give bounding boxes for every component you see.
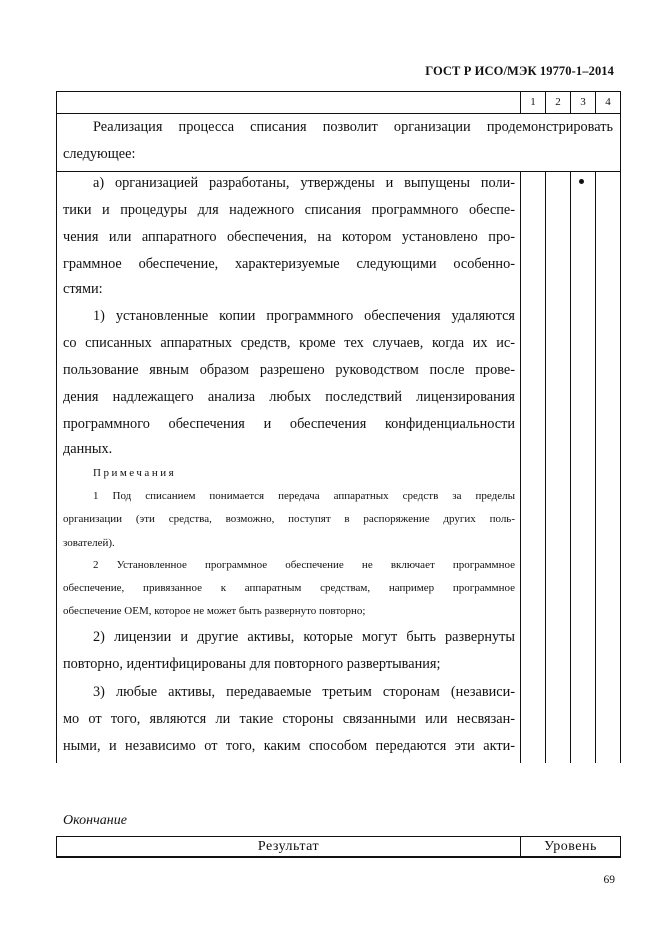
notes-heading: Примечания	[93, 467, 177, 479]
note-1-line: 1 Под списанием понимается передача аппаратных средств за пределы	[93, 490, 515, 502]
intro-line: Реализация процесса списания позволит организации продемонстрировать	[93, 119, 613, 135]
intro-line: следующее:	[63, 146, 136, 162]
note-2-line: обеспечение OEM, которое не может быть развернуто повторно;	[63, 605, 366, 617]
note-2-line: обеспечение, привязанное к аппаратным средствам, например программное	[63, 582, 515, 594]
table2-bottom-border	[56, 856, 621, 858]
page-number: 69	[603, 874, 615, 886]
table-col-divider-2	[545, 171, 546, 763]
note-1-line: организации (эти средства, возможно, поступят в распоряжение других поль-	[63, 513, 515, 525]
item-1-line: данных.	[63, 441, 113, 457]
item-3-line: 3) любые активы, передаваемые третьим сторонам (независи-	[93, 684, 515, 700]
table-right-border	[620, 91, 621, 763]
item-a-line: тики и процедуры для надежного списания программного обеспе-	[63, 202, 515, 218]
item-a-line: граммное обеспечение, характеризуемые следующими особенно-	[63, 256, 515, 272]
item-a-line: чения или аппаратного обеспечения, на котором установлено про-	[63, 229, 515, 245]
table2-top-border	[56, 836, 621, 837]
note-1-line: зователей).	[63, 537, 115, 549]
level-3-marker-dot	[579, 179, 584, 184]
table-col-divider-1	[520, 171, 521, 763]
column-number-2: 2	[555, 96, 561, 108]
table2-right-border	[620, 836, 621, 857]
table-col-divider-3	[570, 171, 571, 763]
item-1-line: со списанных аппаратных средств, кроме тех случаев, когда их ис-	[63, 335, 515, 351]
item-a-line: стями:	[63, 281, 103, 297]
item-1-line: 1) установленные копии программного обеспечения удаляются	[93, 308, 515, 324]
table-left-border	[56, 91, 57, 763]
item-2-line: 2) лицензии и другие активы, которые могут быть развернуты	[93, 629, 515, 645]
item-a-line: а) организацией разработаны, утверждены и выпущены поли-	[93, 175, 515, 191]
result-column-header: Результат	[257, 839, 320, 854]
note-2-line: 2 Установленное программное обеспечение не включает программное	[93, 559, 515, 571]
column-number-1: 1	[530, 96, 536, 108]
item-1-line: программного обеспечения и обеспечения конфиденциальности	[63, 416, 515, 432]
item-3-line: мо от того, являются ли такие стороны связанными или несвязан-	[63, 711, 515, 727]
document-header: ГОСТ Р ИСО/МЭК 19770-1–2014	[425, 64, 614, 78]
column-number-3: 3	[580, 96, 586, 108]
item-1-line: пользование явным образом разрешено руководством после прове-	[63, 362, 515, 378]
continuation-label: Окончание	[63, 813, 127, 828]
level-column-header: Уровень	[544, 839, 597, 854]
item-2-line: повторно, идентифицированы для повторного развертывания;	[63, 656, 441, 672]
column-number-4: 4	[605, 96, 611, 108]
table-col-divider-4	[595, 171, 596, 763]
item-1-line: дения надлежащего анализа любых последствий лицензирования	[63, 389, 515, 405]
item-3-line: ными, и независимо от того, каким способом передаются эти акти-	[63, 738, 515, 754]
